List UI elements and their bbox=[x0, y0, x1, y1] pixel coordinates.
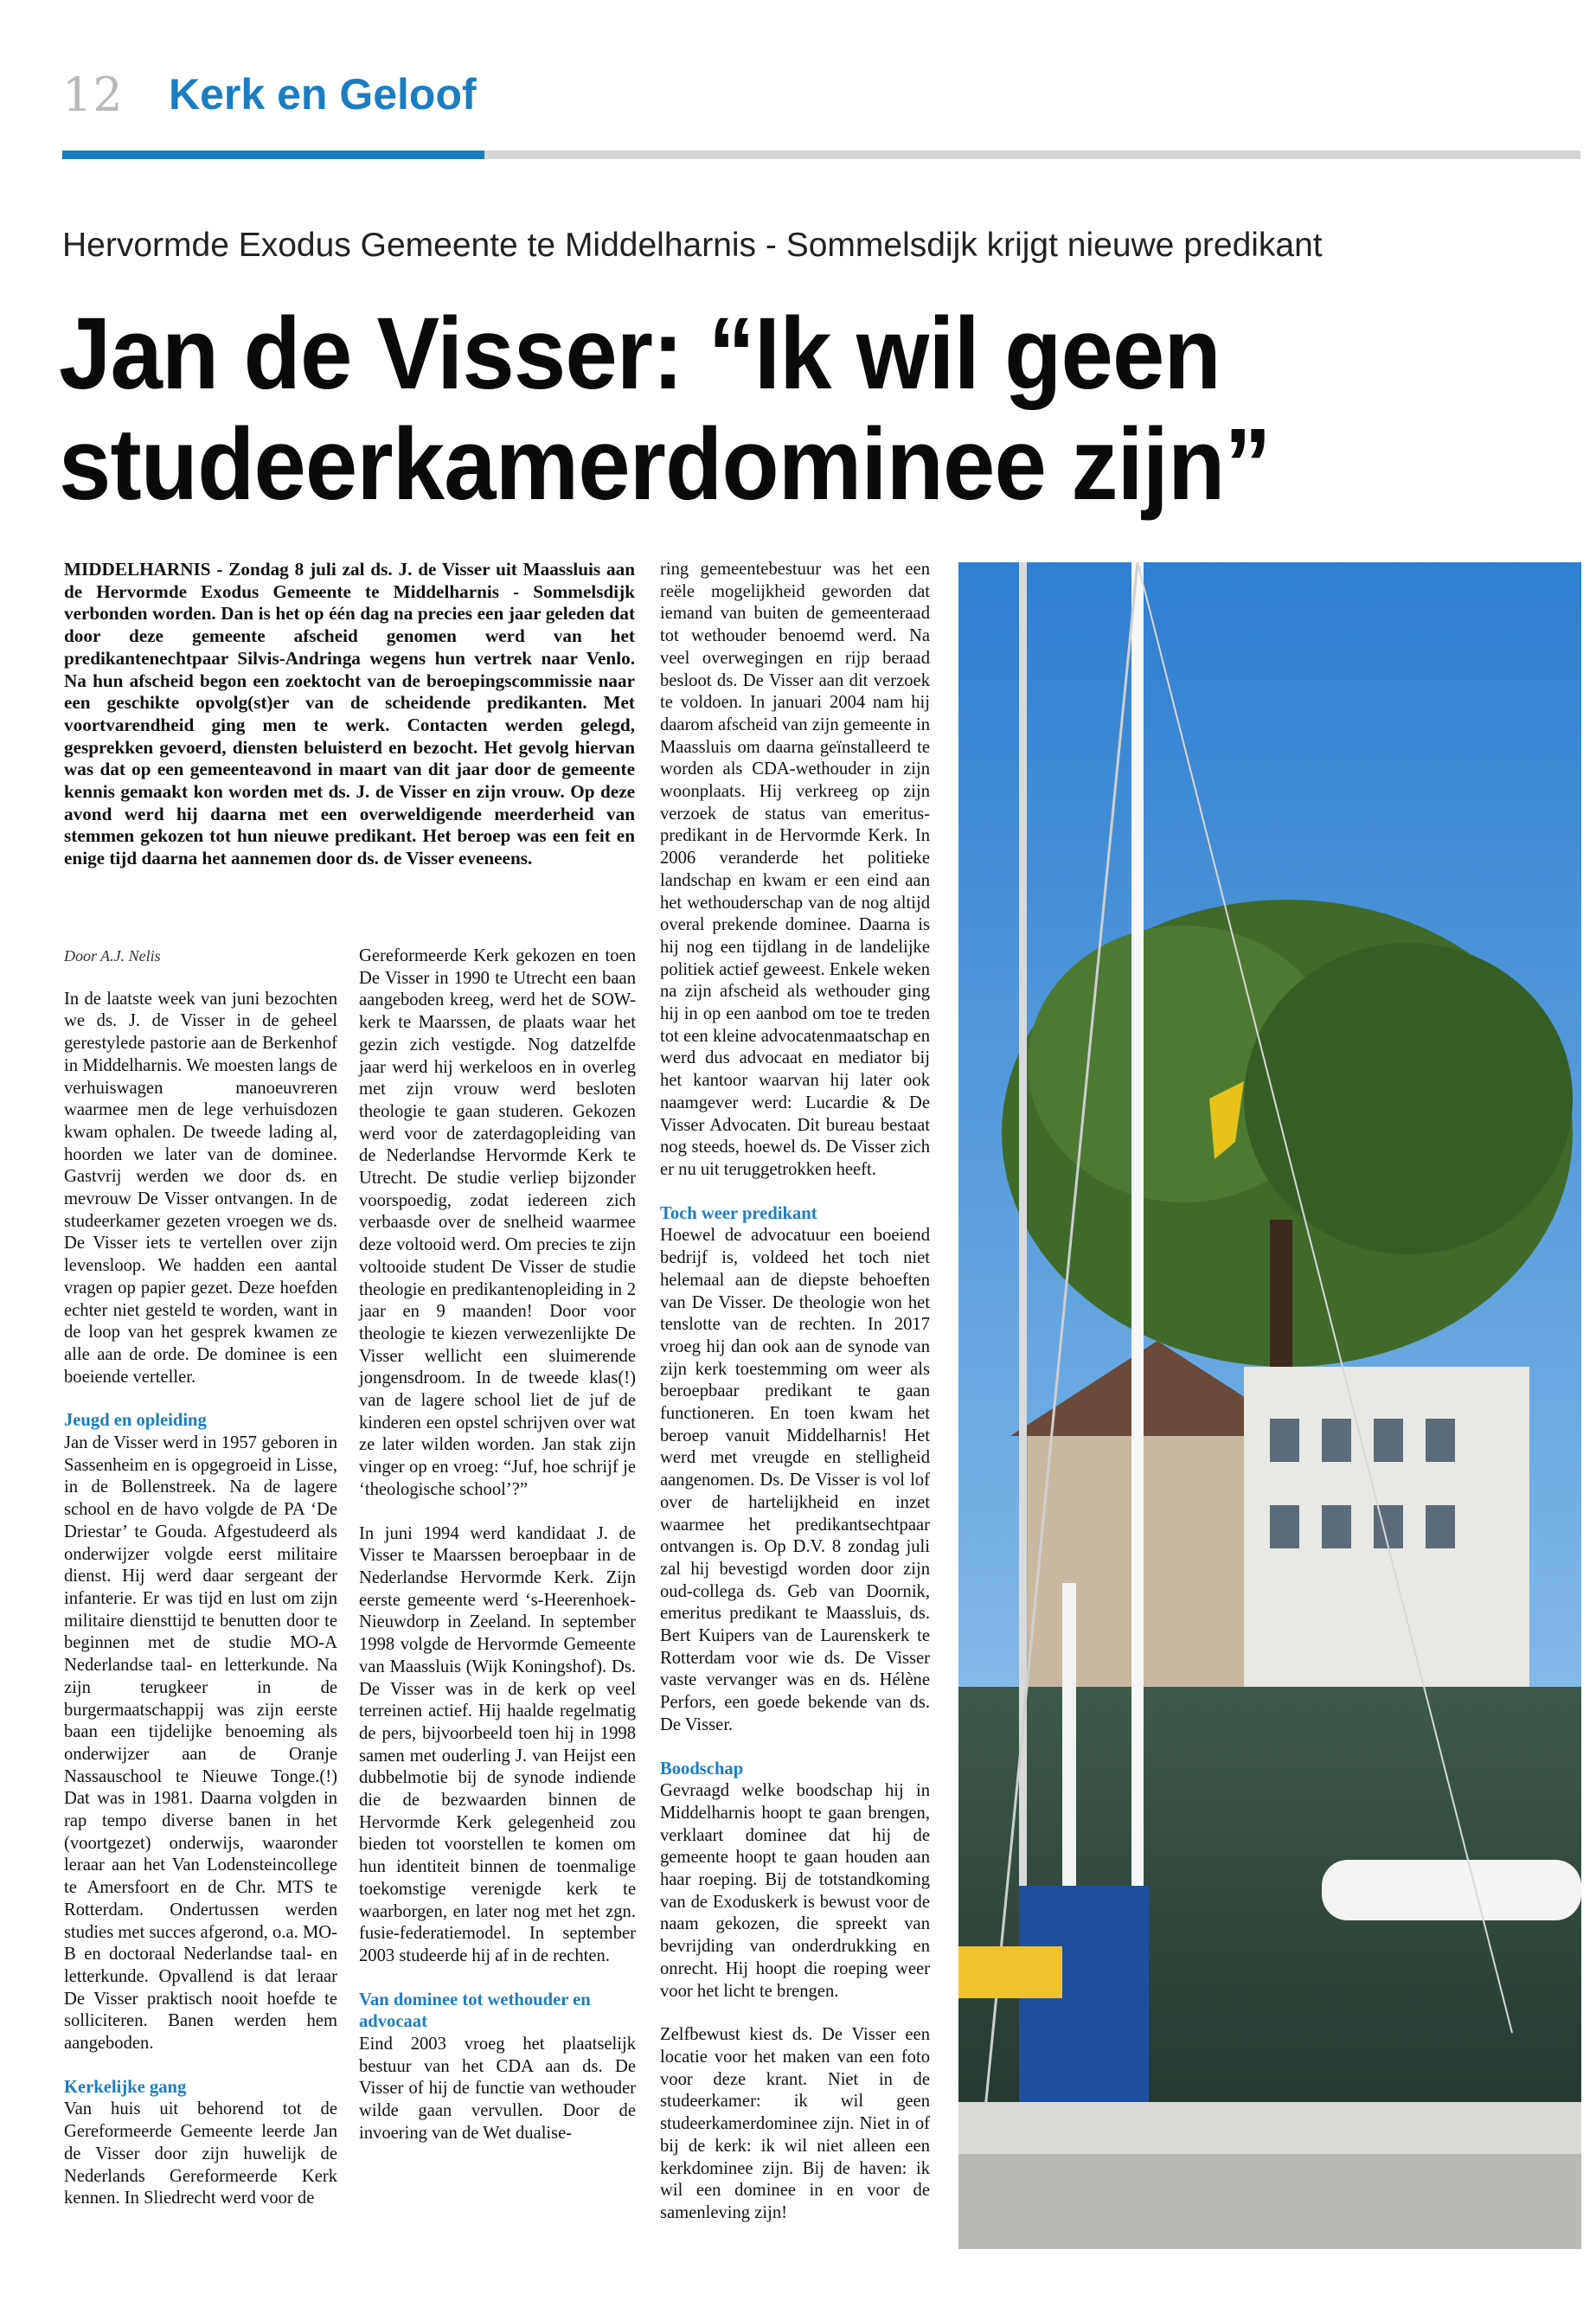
paragraph: Gevraagd welke boodschap hij in Middelharnis hoopt te gaan brengen, verklaart dominee dat hij de gemeente hoopt te gaan houden aan haar roeping. Bij de totstandkoming van de Exoduskerk is bewust voor de naam gekozen, die spreekt van bevrijding van onderdrukking en onrecht. Hij hoopt die roeping weer voor het licht te brengen. bbox=[660, 1781, 930, 2001]
article-column-1 bbox=[64, 945, 337, 2232]
paragraph: ring gemeentebestuur was het een reële mogelijkheid geworden dat iemand van buiten de gemeenteraad tot wethouder benoemd werd. Na veel overwegingen en rijp beraad besloot ds. De Visser aan dit verzoek te voldoen. In januari 2004 nam hij daarom afscheid van zijn gemeente in Maassluis om daarna geïnstalleerd te worden als CDA-wethouder in zijn woonplaats. Hij verkreeg op zijn verzoek de status van emeritus-predikant in de Hervormde Kerk. In 2006 veranderde het politieke landschap en kwam er een eind aan het wethouderschap van de nog altijd overal prekende dominee. Daarna is hij nog een tijdlang in de landelijke politiek actief geweest. Enkele weken na zijn afscheid als wethouder ging hij in op een aanbod om toe te treden tot een kleine advocatenmaatschap en werd dus advocaat en mediator bij het kantoor waarvan hij later ook naamgever werd: Lucardie & De Visser Advocaten. Dit bureau bestaat nog steeds, hoewel ds. De Visser zich er nu uit teruggetrokken heeft. bbox=[660, 560, 930, 1179]
article-column-2 bbox=[359, 945, 636, 2167]
harbor-illustration bbox=[958, 562, 1581, 2249]
paragraph: Van huis uit behorend tot de Gereformeerde Gemeente leerde Jan de Visser door zijn huwelijk de Nederlands Gereformeerde Kerk kennen. In Sliedrecht werd voor de bbox=[64, 2099, 337, 2208]
subheading-wethouder: Van dominee tot wethouder en advocaat bbox=[359, 1990, 591, 2032]
paragraph: Hoewel de advocatuur een boeiend bedrijf is, voldeed het toch niet helemaal aan de diepste behoeften van De Visser. De theologie won het tenslotte van de rechten. In 2017 vroeg hij dan ook aan de synode van zijn kerk toestemming om weer als beroepbaar predikant te gaan functioneren. En toen kwam het beroep vanuit Middelharnis! Het werd met vreugde en stelligheid aangenomen. Ds. De Visser is vol lof over de hartelijkheid en inzet waarmee het predikantsechtpaar ontvangen is. Op D.V. 8 zondag juli zal hij bevestigd worden door zijn oud-collega ds. Geb van Doornik, emeritus predikant te Maassluis, ds. Bert Kuipers van de Laurenskerk te Rotterdam voor wie ds. De Visser vaste vervanger was en ds. Hélène Perfors, een goede bekende van ds. De Visser. bbox=[660, 1226, 930, 1734]
paragraph: Zelfbewust kiest ds. De Visser een locatie voor het maken van een foto voor deze krant. Niet in de studeerkamer: ik wil geen studeerkamerdominee zijn. Niet in of bij de kerk: ik wil niet alleen een kerkdominee zijn. Bij de haven: ik wil een dominee in en voor de samenleving zijn! bbox=[660, 2025, 930, 2222]
article-column-3 bbox=[660, 559, 930, 2247]
header-rule-accent bbox=[62, 151, 484, 159]
paragraph: Jan de Visser werd in 1957 geboren in Sassenheim en is opgegroeid in Lisse, in de Bollenstreek. Na de lagere school en de havo volgde de PA ‘De Driestar’ te Gouda. Afgestudeerd als onderwijzer volgde eerst militaire dienst. Hij werd daar sergeant der infanterie. Er was tijd en lust om zijn militaire diensttijd te benutten door te beginnen met de studie MO-A Nederlandse taal- en letterkunde. Na zijn terugkeer in de burgermaatschappij was zijn eerste baan een tijdelijke benoeming als onderwijzer aan de Oranje Nassauschool te Nieuwe Tonge.(!) Dat was in 1981. Daarna volgden in rap tempo diverse banen in het (voortgezet) onderwijs, waaronder leraar aan het Van Lodensteincollege te Amersfoort en de Chr. MTS te Rotterdam. Ondertussen werden studies met succes afgerond, o.a. MO-B en doctoraal Nederlandse taal- en letterkunde. Opvallend is dat leraar De Visser praktisch nooit hoefde te solliciteren. Banen werden hem aangeboden. bbox=[64, 1433, 337, 2054]
paragraph: In juni 1994 werd kandidaat J. de Visser te Maarssen beroepbaar in de Nederlandse Hervormde Kerk. Zijn eerste gemeente werd ‘s-Heerenhoek-Nieuwdorp in Zeeland. In september 1998 volgde de Hervormde Gemeente van Maassluis (Wijk Koningshof). Ds. De Visser was in de kerk op veel terreinen actief. Hij haalde regelmatig de pers, bijvoorbeeld toen hij in 1998 samen met ouderling J. van Heijst een dubbelmotie bij de synode indiende die de bezwaarden binnen de Hervormde Kerk gelegenheid zou bieden tot voorstellen te komen om hun identiteit binnen de toenmalige toekomstige verenigde kerk te waarborgen, en later nog met het zgn. fusie-federatiemodel. In september 2003 studeerde hij af in de rechten. bbox=[359, 1523, 636, 1965]
byline: Door A.J. Nelis bbox=[64, 947, 161, 965]
page-number: 12 bbox=[62, 67, 124, 122]
paragraph: Gereformeerde Kerk gekozen en toen De Visser in 1990 te Utrecht een baan aangeboden kreeg, werd het de SOW-kerk te Maarssen, de plaats waar het gezin zich vestigde. Nog datzelfde jaar werd hij werkeloos en in overleg met zijn vrouw werd besloten theologie te gaan studeren. Gekozen werd voor de zaterdagopleiding van de Nederlandse Hervormde Kerk te Utrecht. De studie verliep bijzonder voorspoedig, zodat iedereen zich verbaasde over de snelheid waarmee deze voltooid werd. Om precies te zijn voltooide student De Visser de studie theologie en predikantenopleiding in 2 jaar en 9 maanden! Door voor theologie te kiezen verwezenlijkte De Visser wellicht een sluimerende jongensdroom. In de tweede klas(!) van de lagere school liet de juf de kinderen een opstel schrijven over wat ze later wilden worden. Jan stak zijn vinger op en vroeg: “Juf, hoe schrijf je ‘theologische school’?” bbox=[359, 946, 636, 1499]
lead-paragraph: MIDDELHARNIS - Zondag 8 juli zal ds. J. de Visser uit Maassluis aan de Hervormde Exodus Gemeente te Middelharnis - Sommelsdijk verbonden worden. Dan is het op één dag na precies een jaar geleden dat door deze gemeente afscheid genomen werd van het predikantenechtpaar Silvis-Andringa wegens hun vertrek naar Venlo. Na hun afscheid begon een zoektocht van de beroepingscommissie naar een geschikte opvolg(st)er van de scheidende predikanten. Met voortvarendheid ging men te werk. Contacten werden gelegd, gesprekken gevoerd, diensten beluisterd en bezocht. Het gevolg hiervan was dat op een gemeenteavond in maart van dit jaar door de gemeente kennis gemaakt kon worden met ds. J. de Visser en zijn vrouw. Op deze avond werd hij daarna met een overweldigende meerderheid van stemmen gekozen tot hun nieuwe predikant. Het beroep was een feit en enige tijd daarna het aannemen door ds. de Visser eveneens. bbox=[64, 559, 635, 869]
subheading-boodschap: Boodschap bbox=[660, 1759, 744, 1779]
headline: Jan de Visser: “Ik wil geen studeerkamerdominee zijn” bbox=[59, 297, 1271, 522]
subheading-predikant: Toch weer predikant bbox=[660, 1203, 817, 1223]
subheading-kerkelijke-gang: Kerkelijke gang bbox=[64, 2077, 187, 2097]
paragraph: In de laatste week van juni bezochten we ds. J. de Visser in de geheel gerestylede pastorie aan de Berkenhof in Middelharnis. We moesten langs de verhuiswagen manoeuvreren waarmee men de lege verhuisdozen kwam ophalen. De tweede lading al, hoorden we later van de dominee. Gastvrij werden we door ds. en mevrouw De Visser ontvangen. In de studeerkamer gezeten vroegen we ds. De Visser iets te vertellen over zijn levensloop. We hadden een aantal vragen op papier gezet. Deze hoefden echter niet gesteld te worden, want in de loop van het gesprek kwamen ze alle aan de orde. De dominee is een boeiende verteller. bbox=[64, 989, 337, 1387]
harbor-photo bbox=[958, 562, 1581, 2249]
kicker: Hervormde Exodus Gemeente te Middelharnis - Sommelsdijk krijgt nieuwe predikant bbox=[62, 227, 1323, 264]
paragraph: Eind 2003 vroeg het plaatselijk bestuur van het CDA aan ds. De Visser of hij de functie van wethouder wilde gaan vervullen. Door de invoering van de Wet dualise- bbox=[359, 2035, 636, 2143]
subheading-jeugd: Jeugd en opleiding bbox=[64, 1411, 207, 1431]
section-title: Kerk en Geloof bbox=[169, 70, 477, 119]
